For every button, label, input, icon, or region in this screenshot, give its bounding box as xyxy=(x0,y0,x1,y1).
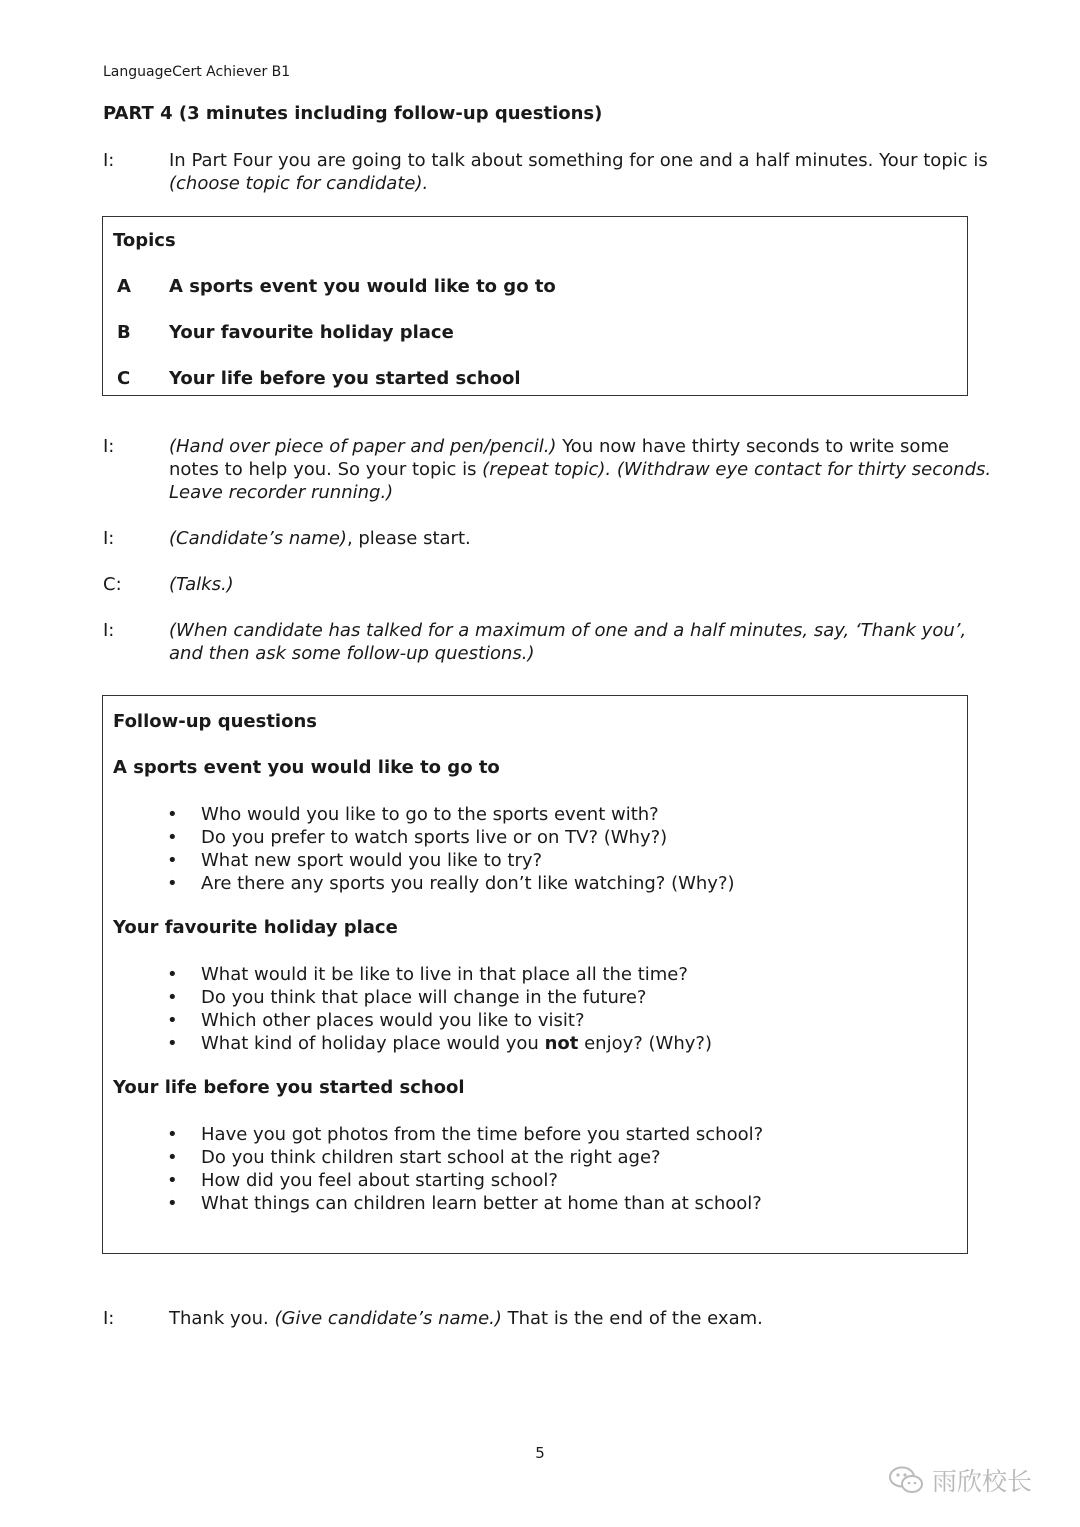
topics-title: Topics xyxy=(113,230,176,251)
speaker-label: I: xyxy=(103,528,115,549)
speaker-label: C: xyxy=(103,574,122,595)
turn-intro xyxy=(103,149,993,195)
question-item xyxy=(167,1146,763,1169)
bullet: • xyxy=(167,804,178,825)
question-item xyxy=(167,1009,712,1032)
bullet: • xyxy=(167,827,178,848)
question-text-emphasis: not xyxy=(544,1033,579,1054)
text-segment: (choose topic for candidate). xyxy=(169,173,429,194)
question-item xyxy=(167,963,712,986)
question-text-post: enjoy? (Why?) xyxy=(578,1033,712,1054)
turn-follow-up-instruction xyxy=(103,619,993,665)
topic-text: A sports event you would like to go to xyxy=(169,276,556,297)
text-segment: You now have thirty seconds to write some notes to help you. So your topic is xyxy=(169,436,955,480)
bullet: • xyxy=(167,1147,178,1168)
question-text: How did you feel about starting school? xyxy=(201,1170,558,1191)
speaker-label: I: xyxy=(103,150,115,171)
follow-up-section-title: Your life before you started school xyxy=(113,1077,465,1098)
question-list xyxy=(167,1123,763,1215)
question-item xyxy=(167,1123,763,1146)
follow-up-section-title: A sports event you would like to go to xyxy=(113,757,500,778)
turn-notes-instruction xyxy=(103,435,997,504)
question-item xyxy=(167,849,735,872)
bullet: • xyxy=(167,964,178,985)
topic-letter: B xyxy=(117,322,131,343)
topic-letter: A xyxy=(117,276,131,297)
turn-please-start xyxy=(103,527,993,550)
text-segment: (Talks.) xyxy=(169,574,234,595)
question-item xyxy=(167,872,735,895)
question-text: What new sport would you like to try? xyxy=(201,850,543,871)
topics-box xyxy=(102,216,968,396)
text-segment: Thank you. xyxy=(169,1308,275,1329)
question-list xyxy=(167,963,712,1055)
text-segment: (Candidate’s name) xyxy=(169,528,347,549)
wechat-logo-icon xyxy=(888,1465,926,1501)
question-item xyxy=(167,1032,712,1055)
text-segment: In Part Four you are going to talk about something for one and a half minutes. Your topic is xyxy=(169,150,994,171)
question-text: Who would you like to go to the sports event with? xyxy=(201,804,659,825)
bullet: • xyxy=(167,873,178,894)
document-header: LanguageCert Achiever B1 xyxy=(103,64,291,80)
part-title: PART 4 (3 minutes including follow-up questions) xyxy=(103,103,603,124)
question-text: Do you think children start school at the right age? xyxy=(201,1147,661,1168)
question-text: What would it be like to live in that place all the time? xyxy=(201,964,688,985)
topic-text: Your life before you started school xyxy=(169,368,521,389)
speaker-label: I: xyxy=(103,620,115,641)
text-segment: (When candidate has talked for a maximum of one and a half minutes, say, ‘Thank you’, and then ask some follow-up questions.) xyxy=(169,620,972,664)
question-text: Have you got photos from the time before you started school? xyxy=(201,1124,764,1145)
page-number: 5 xyxy=(535,1444,545,1462)
bullet: • xyxy=(167,850,178,871)
question-item xyxy=(167,1169,763,1192)
bullet: • xyxy=(167,1193,178,1214)
question-item xyxy=(167,1192,763,1215)
text-segment: (repeat topic). (Withdraw eye contact for thirty seconds. Leave recorder running.) xyxy=(169,459,997,503)
text-segment: , please start. xyxy=(346,528,471,549)
watermark-text: 雨欣校长 xyxy=(932,1467,1033,1496)
question-item xyxy=(167,826,735,849)
question-text: Do you prefer to watch sports live or on TV? (Why?) xyxy=(201,827,668,848)
bullet: • xyxy=(167,1170,178,1191)
follow-up-title: Follow-up questions xyxy=(113,711,317,732)
question-item xyxy=(167,803,735,826)
question-text: Are there any sports you really don’t like watching? (Why?) xyxy=(201,873,735,894)
follow-up-section-title: Your favourite holiday place xyxy=(113,917,398,938)
question-text: What things can children learn better at home than at school? xyxy=(201,1193,762,1214)
follow-up-box xyxy=(102,695,968,1254)
text-segment: That is the end of the exam. xyxy=(501,1308,763,1329)
bullet: • xyxy=(167,1124,178,1145)
speaker-label: I: xyxy=(103,1308,115,1329)
speaker-label: I: xyxy=(103,436,115,457)
topic-letter: C xyxy=(117,368,131,389)
question-text: Which other places would you like to visit? xyxy=(201,1010,585,1031)
turn-closing xyxy=(103,1307,993,1330)
topic-text: Your favourite holiday place xyxy=(169,322,454,343)
bullet: • xyxy=(167,1010,178,1031)
turn-candidate-talks xyxy=(103,573,993,596)
bullet: • xyxy=(167,987,178,1008)
text-segment: (Hand over piece of paper and pen/pencil.) xyxy=(169,436,557,457)
question-text-pre: What kind of holiday place would you xyxy=(201,1033,545,1054)
bullet: • xyxy=(167,1033,178,1054)
question-item xyxy=(167,986,712,1009)
question-text: Do you think that place will change in the future? xyxy=(201,987,647,1008)
question-list xyxy=(167,803,735,895)
watermark xyxy=(888,1462,1032,1501)
text-segment: (Give candidate’s name.) xyxy=(274,1308,502,1329)
